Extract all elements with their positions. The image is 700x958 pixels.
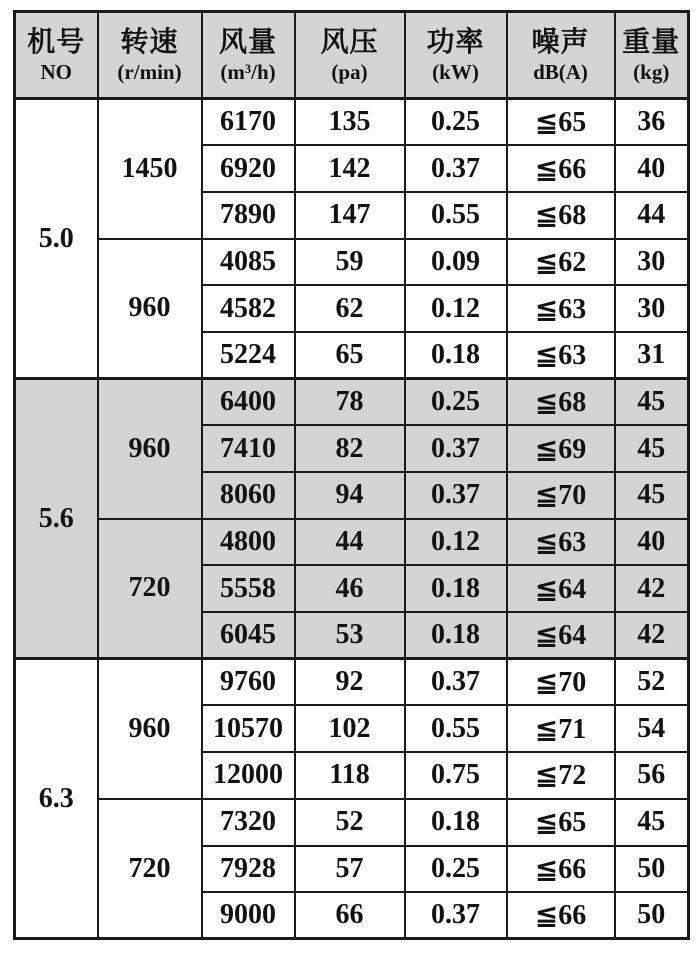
table-row <box>15 379 689 426</box>
power-cell: 0.18 <box>405 565 507 612</box>
pressure-cell: 59 <box>295 239 405 286</box>
header-sub: (r/min) <box>117 59 182 84</box>
weight-cell: 44 <box>615 192 689 239</box>
noise-cell: ≦70 <box>507 659 615 706</box>
weight-cell: 54 <box>615 705 689 752</box>
airflow-cell: 6170 <box>202 99 295 146</box>
power-cell: 0.55 <box>405 705 507 752</box>
table-row <box>15 99 689 146</box>
header-airflow <box>202 12 295 99</box>
rpm-cell: 720 <box>98 519 202 659</box>
pressure-cell: 52 <box>295 799 405 846</box>
rpm-cell: 960 <box>98 239 202 379</box>
airflow-cell: 10570 <box>202 705 295 752</box>
header-sub: dB(A) <box>533 59 588 84</box>
weight-cell: 30 <box>615 285 689 332</box>
power-cell: 0.25 <box>405 99 507 146</box>
airflow-cell: 7890 <box>202 192 295 239</box>
pressure-cell: 94 <box>295 472 405 519</box>
weight-cell: 40 <box>615 519 689 566</box>
noise-cell: ≦63 <box>507 285 615 332</box>
power-cell: 0.37 <box>405 892 507 939</box>
power-cell: 0.37 <box>405 145 507 192</box>
pressure-cell: 65 <box>295 332 405 379</box>
header-title: 转速 <box>120 27 179 59</box>
weight-cell: 31 <box>615 332 689 379</box>
noise-cell: ≦64 <box>507 612 615 659</box>
table-row <box>15 799 689 846</box>
header-machine-no <box>15 12 98 99</box>
rpm-cell: 1450 <box>98 99 202 239</box>
weight-cell: 40 <box>615 145 689 192</box>
airflow-cell: 12000 <box>202 752 295 799</box>
airflow-cell: 9760 <box>202 659 295 706</box>
pressure-cell: 142 <box>295 145 405 192</box>
weight-cell: 50 <box>615 892 689 939</box>
pressure-cell: 147 <box>295 192 405 239</box>
noise-cell: ≦66 <box>507 892 615 939</box>
noise-cell: ≦68 <box>507 192 615 239</box>
weight-cell: 45 <box>615 425 689 472</box>
machine-no-cell: 5.6 <box>15 379 98 659</box>
header-sub: (kW) <box>432 59 479 84</box>
power-cell: 0.25 <box>405 379 507 426</box>
pressure-cell: 57 <box>295 846 405 893</box>
airflow-cell: 9000 <box>202 892 295 939</box>
fan-spec-table <box>13 10 690 940</box>
weight-cell: 30 <box>615 239 689 286</box>
power-cell: 0.55 <box>405 192 507 239</box>
noise-cell: ≦68 <box>507 379 615 426</box>
weight-cell: 42 <box>615 612 689 659</box>
weight-cell: 42 <box>615 565 689 612</box>
power-cell: 0.09 <box>405 239 507 286</box>
header-sub: (m³/h) <box>220 59 276 84</box>
weight-cell: 36 <box>615 99 689 146</box>
table-row <box>15 239 689 286</box>
pressure-cell: 62 <box>295 285 405 332</box>
power-cell: 0.18 <box>405 332 507 379</box>
power-cell: 0.18 <box>405 799 507 846</box>
header-title: 重量 <box>622 27 681 59</box>
noise-cell: ≦72 <box>507 752 615 799</box>
noise-cell: ≦65 <box>507 799 615 846</box>
weight-cell: 52 <box>615 659 689 706</box>
power-cell: 0.37 <box>405 425 507 472</box>
weight-cell: 56 <box>615 752 689 799</box>
header-sub: NO <box>40 59 72 84</box>
header-title: 风量 <box>218 27 277 59</box>
noise-cell: ≦63 <box>507 332 615 379</box>
weight-cell: 50 <box>615 846 689 893</box>
airflow-cell: 5558 <box>202 565 295 612</box>
pressure-cell: 78 <box>295 379 405 426</box>
machine-no-cell: 5.0 <box>15 99 98 379</box>
airflow-cell: 5224 <box>202 332 295 379</box>
power-cell: 0.25 <box>405 846 507 893</box>
rpm-cell: 720 <box>98 799 202 939</box>
table-row <box>15 659 689 706</box>
noise-cell: ≦62 <box>507 239 615 286</box>
header-noise <box>507 12 615 99</box>
rpm-cell: 960 <box>98 659 202 799</box>
airflow-cell: 4800 <box>202 519 295 566</box>
pressure-cell: 135 <box>295 99 405 146</box>
noise-cell: ≦66 <box>507 846 615 893</box>
pressure-cell: 46 <box>295 565 405 612</box>
noise-cell: ≦65 <box>507 99 615 146</box>
power-cell: 0.12 <box>405 519 507 566</box>
noise-cell: ≦70 <box>507 472 615 519</box>
table-header <box>15 12 689 99</box>
power-cell: 0.12 <box>405 285 507 332</box>
pressure-cell: 102 <box>295 705 405 752</box>
airflow-cell: 7320 <box>202 799 295 846</box>
airflow-cell: 7410 <box>202 425 295 472</box>
header-power <box>405 12 507 99</box>
pressure-cell: 92 <box>295 659 405 706</box>
noise-cell: ≦69 <box>507 425 615 472</box>
pressure-cell: 66 <box>295 892 405 939</box>
power-cell: 0.37 <box>405 659 507 706</box>
pressure-cell: 82 <box>295 425 405 472</box>
header-sub: (kg) <box>633 59 670 84</box>
weight-cell: 45 <box>615 472 689 519</box>
table-body <box>15 99 689 939</box>
header-title: 噪声 <box>531 27 590 59</box>
header-title: 机号 <box>27 27 86 59</box>
header-row <box>15 12 689 99</box>
pressure-cell: 53 <box>295 612 405 659</box>
airflow-cell: 6045 <box>202 612 295 659</box>
power-cell: 0.75 <box>405 752 507 799</box>
header-weight <box>615 12 689 99</box>
noise-cell: ≦64 <box>507 565 615 612</box>
table-row <box>15 519 689 566</box>
airflow-cell: 7928 <box>202 846 295 893</box>
noise-cell: ≦63 <box>507 519 615 566</box>
header-title: 风压 <box>320 27 379 59</box>
airflow-cell: 6920 <box>202 145 295 192</box>
pressure-cell: 118 <box>295 752 405 799</box>
header-title: 功率 <box>426 27 485 59</box>
airflow-cell: 8060 <box>202 472 295 519</box>
header-sub: (pa) <box>331 59 368 84</box>
noise-cell: ≦66 <box>507 145 615 192</box>
header-speed <box>98 12 202 99</box>
power-cell: 0.37 <box>405 472 507 519</box>
weight-cell: 45 <box>615 379 689 426</box>
header-pressure <box>295 12 405 99</box>
weight-cell: 45 <box>615 799 689 846</box>
airflow-cell: 4582 <box>202 285 295 332</box>
pressure-cell: 44 <box>295 519 405 566</box>
power-cell: 0.18 <box>405 612 507 659</box>
machine-no-cell: 6.3 <box>15 659 98 939</box>
noise-cell: ≦71 <box>507 705 615 752</box>
airflow-cell: 4085 <box>202 239 295 286</box>
rpm-cell: 960 <box>98 379 202 519</box>
airflow-cell: 6400 <box>202 379 295 426</box>
